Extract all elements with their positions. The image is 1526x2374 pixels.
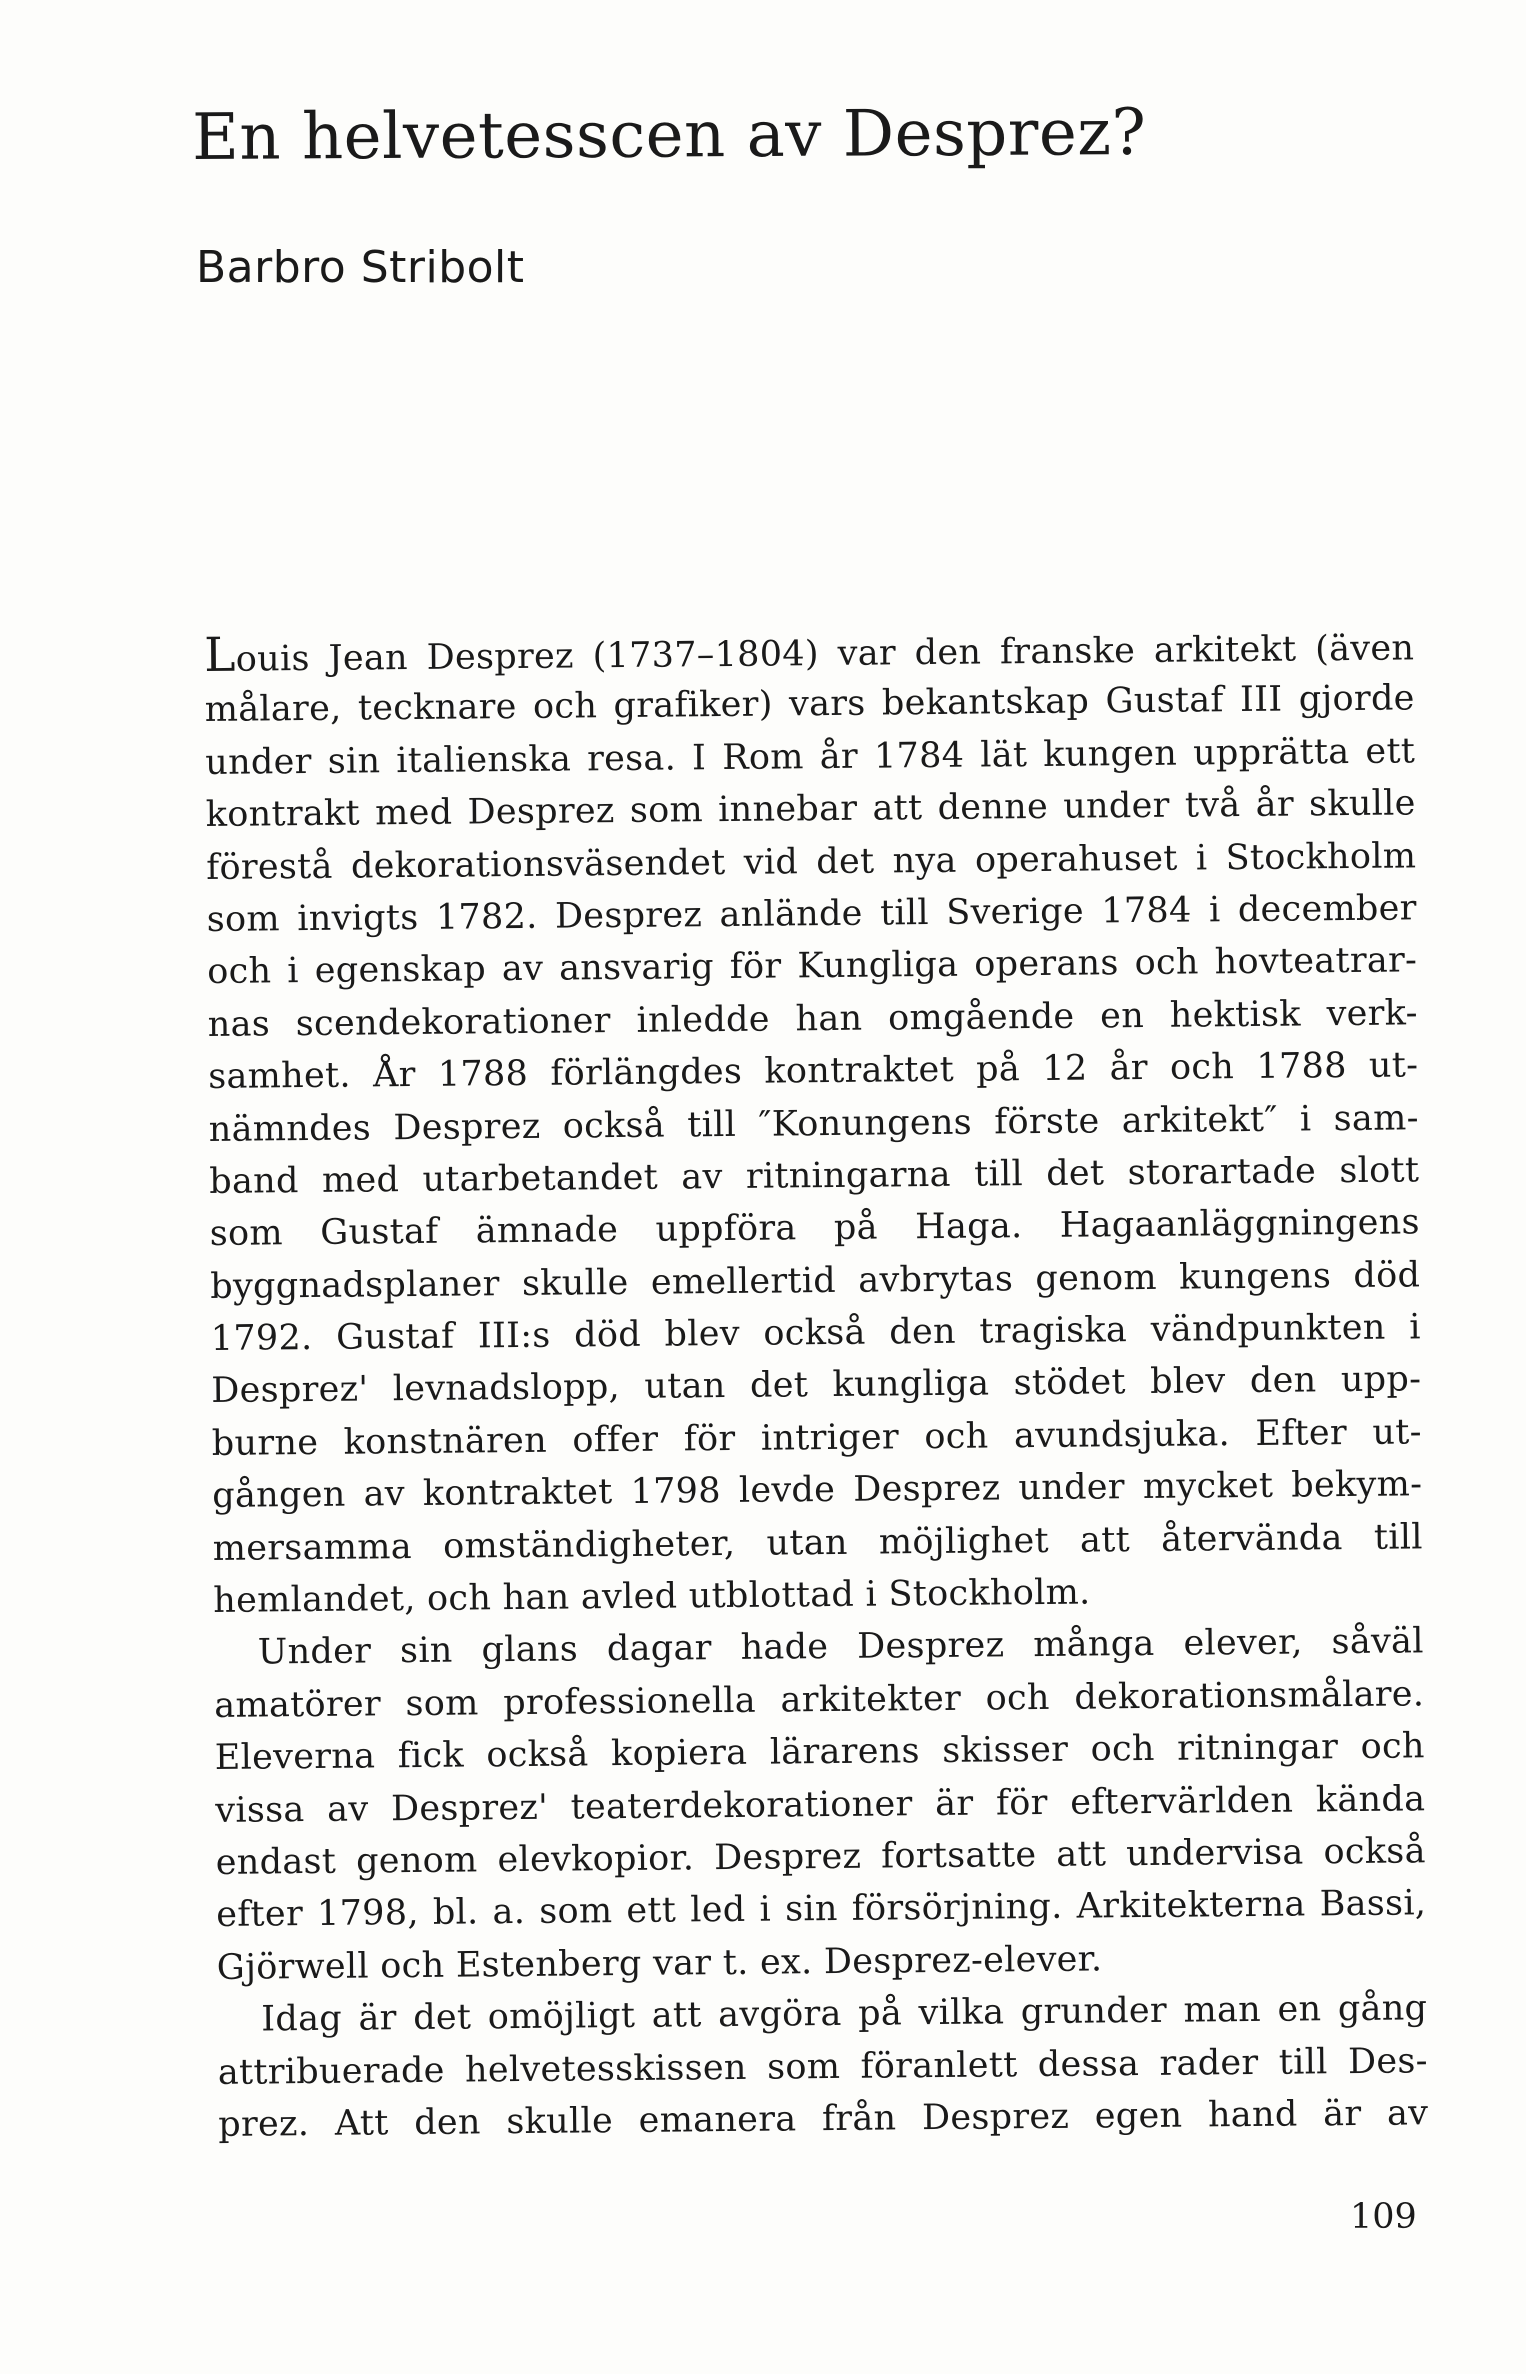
body-line: band med utarbetandet av ritningarna till det storartade slott (209, 1150, 1420, 1202)
body-line: amatörer som professionella arkitekter och dekorationsmålare. (214, 1674, 1425, 1726)
body-line: som invigts 1782. Desprez anlände till Sverige 1784 i december (206, 888, 1417, 940)
article-author: Barbro Stribolt (196, 242, 525, 293)
article-title: En helvetesscen av Desprez? (192, 96, 1147, 175)
body-line: Louis Jean Desprez (1737–1804) var den franske arkitekt (även (203, 627, 1415, 683)
body-line: 1792. Gustaf III:s död blev också den tragiska vändpunkten i (210, 1307, 1421, 1360)
body-line: målare, tecknare och grafiker) vars bekantskap Gustaf III gjorde (204, 678, 1415, 731)
body-line: som Gustaf ämnade uppföra på Haga. Hagaanläggningens (209, 1202, 1420, 1255)
body-line: hemlandet, och han avled utblottad i Stockholm. (213, 1572, 1091, 1621)
drop-cap: L (203, 627, 237, 683)
body-line: byggnadsplaner skulle emellertid avbrytas genom kungens död (210, 1255, 1421, 1307)
page-number: 109 (1350, 2197, 1417, 2237)
body-line: förestå dekorationsväsendet vid det nya operahuset i Stockholm (206, 835, 1417, 888)
body-line: attribuerade helvetesskissen som föranlett dessa rader till Des- (217, 2040, 1428, 2093)
body-line: efter 1798, bl. a. som ett led i sin försörjning. Arkitekterna Bassi, (216, 1883, 1427, 1936)
body-line: gången av kontraktet 1798 levde Desprez under mycket bekym- (212, 1464, 1423, 1517)
body-line: samhet. År 1788 förlängdes kontraktet på 12 år och 1788 ut- (208, 1045, 1419, 1098)
body-line: kontrakt med Desprez som innebar att denne under två år skulle (205, 783, 1416, 836)
body-line: Eleverna fick också kopiera lärarens skisser och ritningar och (214, 1726, 1425, 1779)
body-line: och i egenskap av ansvarig för Kungliga operans och hovteatrar- (207, 940, 1418, 993)
body-line: Idag är det omöjligt att avgöra på vilka grunder man en gång (261, 1988, 1428, 2040)
body-line: mersamma omständigheter, utan möjlighet att återvända till (212, 1516, 1423, 1569)
body-line: Desprez' levnadslopp, utan det kungliga stödet blev den upp- (211, 1359, 1422, 1412)
body-line: endast genom elevkopior. Desprez fortsatte att undervisa också (215, 1831, 1426, 1883)
body-line: nämndes Desprez också till ″Konungens förste arkitekt″ i sam- (208, 1097, 1419, 1150)
body-line: Gjörwell och Estenberg var t. ex. Desprez-elever. (216, 1939, 1103, 1988)
body-line: under sin italienska resa. I Rom år 1784 lät kungen upprätta ett (205, 731, 1416, 783)
body-line: vissa av Desprez' teaterdekorationer är för eftervärlden kända (215, 1778, 1426, 1831)
body-line: Under sin glans dagar hade Desprez många elever, såväl (257, 1621, 1424, 1673)
body-line: nas scendekorationer inledde han omgående en hektisk verk- (207, 993, 1418, 1045)
body-line: prez. Att den skulle emanera från Desprez egen hand är av (218, 2093, 1429, 2145)
article-body (204, 620, 1429, 2151)
body-line: burne konstnären offer för intriger och avundsjuka. Efter ut- (211, 1412, 1422, 1464)
